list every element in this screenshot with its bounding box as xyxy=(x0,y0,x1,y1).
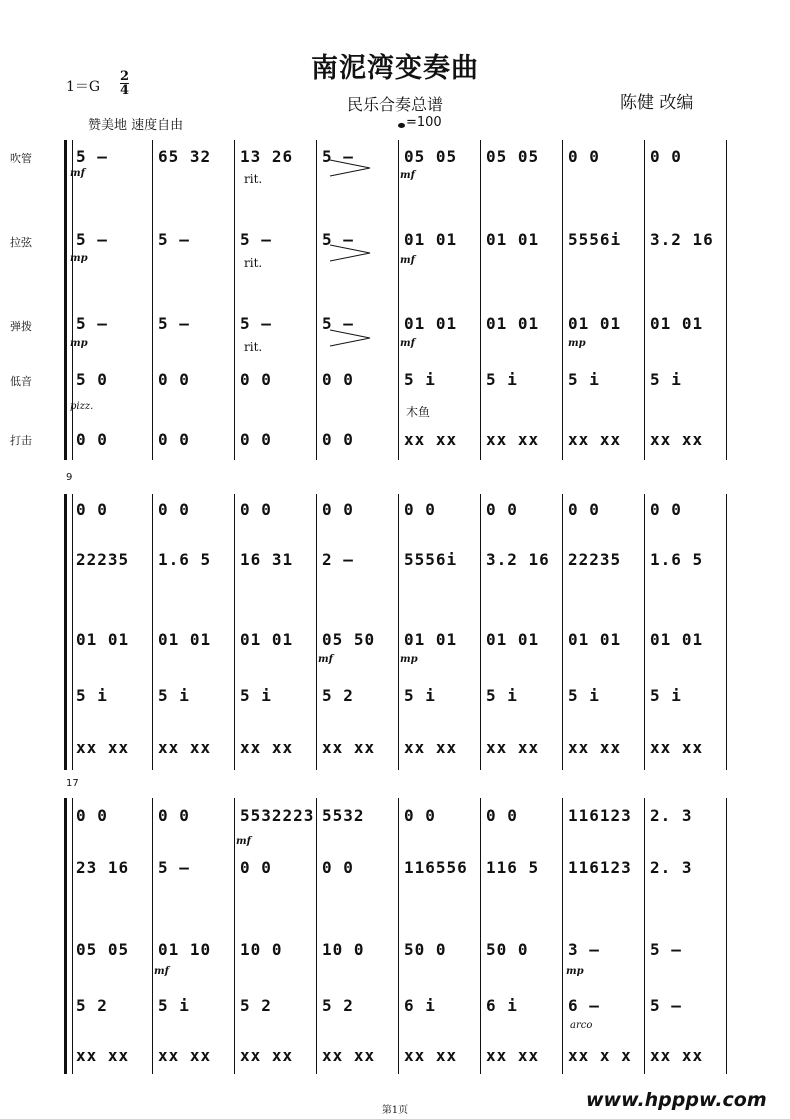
measure-cell: 2. 3 xyxy=(650,858,693,877)
metronome-value: =100 xyxy=(406,115,442,130)
measure-cell: 13 26 xyxy=(240,147,294,166)
time-signature-top: 2 xyxy=(120,69,130,84)
barline xyxy=(726,798,727,1074)
measure-cell: xx xx xyxy=(158,738,212,757)
instrument-label-percussion: 打击 xyxy=(10,434,32,447)
dynamic-mp: mp xyxy=(70,338,88,349)
measure-cell: 5556i xyxy=(568,230,622,249)
measure-cell: 22235 xyxy=(76,550,130,569)
woodblock-label: 木鱼 xyxy=(406,405,431,419)
dynamic-mf: mf xyxy=(236,836,251,847)
measure-cell: xx xx xyxy=(650,430,704,449)
page-number: 第1页 xyxy=(381,1105,409,1116)
dynamic-mp: mp xyxy=(400,654,418,665)
pizzicato-mark: pizz. xyxy=(70,401,94,412)
measure-cell: 5 – xyxy=(322,147,354,166)
measure-cell: xx xx xyxy=(76,1046,130,1065)
measure-cell: 05 05 xyxy=(486,147,540,166)
measure-cell: 0 0 xyxy=(404,806,436,825)
measure-cell: 2. 3 xyxy=(650,806,693,825)
dynamic-mf: mf xyxy=(70,168,85,179)
barline xyxy=(480,494,481,770)
measure-cell: 23 16 xyxy=(76,858,130,877)
measure-cell: 65 32 xyxy=(158,147,212,166)
measure-cell: 1.6 5 xyxy=(650,550,704,569)
measure-cell: xx xx xyxy=(486,430,540,449)
measure-cell: 5 – xyxy=(158,314,190,333)
measure-cell: xx xx xyxy=(650,738,704,757)
instrument-label-strings: 拉弦 xyxy=(10,236,32,249)
measure-cell: 5 – xyxy=(76,147,108,166)
measure-cell: xx xx xyxy=(158,1046,212,1065)
dynamic-mf: mf xyxy=(318,654,333,665)
measure-cell: 01 10 xyxy=(158,940,212,959)
measure-cell: 0 0 xyxy=(486,806,518,825)
measure-cell: 01 01 xyxy=(650,630,704,649)
measure-cell: 0 0 xyxy=(322,500,354,519)
measure-cell: 5 – xyxy=(240,230,272,249)
measure-cell: 22235 xyxy=(568,550,622,569)
measure-cell: 50 0 xyxy=(486,940,529,959)
measure-cell: 0 0 xyxy=(76,500,108,519)
measure-cell: 0 0 xyxy=(240,370,272,389)
barline xyxy=(726,140,727,460)
barline xyxy=(234,798,235,1074)
measure-cell: 01 01 xyxy=(486,630,540,649)
measure-cell: 01 01 xyxy=(486,230,540,249)
score-subtitle: 民乐合奏总谱 xyxy=(346,95,443,114)
measure-cell: 0 0 xyxy=(240,858,272,877)
measure-cell: 5 i xyxy=(76,686,108,705)
measure-cell: 5 2 xyxy=(322,686,354,705)
measure-cell: xx xx xyxy=(568,738,622,757)
measure-number-9: 9 xyxy=(66,472,73,483)
measure-cell: 0 0 xyxy=(240,430,272,449)
measure-cell: 0 0 xyxy=(158,806,190,825)
measure-cell: 5532 xyxy=(322,806,365,825)
system-bracket xyxy=(64,494,73,770)
instrument-label-bass: 低音 xyxy=(10,375,32,388)
measure-cell: 2 – xyxy=(322,550,354,569)
measure-cell: xx xx xyxy=(76,738,130,757)
measure-cell: 5 – xyxy=(650,996,682,1015)
barline xyxy=(562,140,563,460)
measure-cell: 0 0 xyxy=(322,858,354,877)
measure-cell: 116123 xyxy=(568,858,632,877)
measure-cell: 0 0 xyxy=(322,370,354,389)
measure-cell: 5 – xyxy=(76,314,108,333)
measure-cell: 5 i xyxy=(486,370,518,389)
measure-cell: 5 i xyxy=(404,686,436,705)
ritardando-mark: rit. xyxy=(244,340,263,354)
measure-cell: 16 31 xyxy=(240,550,294,569)
measure-cell: 1.6 5 xyxy=(158,550,212,569)
measure-cell: 01 01 xyxy=(240,630,294,649)
measure-cell: 5 – xyxy=(158,858,190,877)
measure-cell: 3.2 16 xyxy=(486,550,550,569)
measure-cell: 116556 xyxy=(404,858,468,877)
measure-cell: 01 01 xyxy=(486,314,540,333)
measure-cell: 05 50 xyxy=(322,630,376,649)
measure-cell: 01 01 xyxy=(76,630,130,649)
quarter-note-icon xyxy=(398,123,405,128)
measure-cell: 5 i xyxy=(158,996,190,1015)
barline xyxy=(562,494,563,770)
measure-cell: 0 0 xyxy=(486,500,518,519)
measure-cell: 0 0 xyxy=(650,500,682,519)
hairpin-marks xyxy=(330,150,380,360)
measure-cell: 5 i xyxy=(568,370,600,389)
dynamic-mf: mf xyxy=(400,255,415,266)
barline xyxy=(480,140,481,460)
measure-cell: 0 0 xyxy=(76,430,108,449)
barline xyxy=(234,494,235,770)
measure-cell: 5 2 xyxy=(322,996,354,1015)
measure-cell: 0 0 xyxy=(158,430,190,449)
measure-cell: 116 5 xyxy=(486,858,540,877)
barline xyxy=(316,140,317,460)
measure-cell: xx xx xyxy=(404,1046,458,1065)
barline xyxy=(398,140,399,460)
barline xyxy=(316,494,317,770)
measure-cell: 0 0 xyxy=(650,147,682,166)
tempo-marking: 赞美地 速度自由 xyxy=(88,118,184,133)
system-bracket xyxy=(64,798,73,1074)
barline xyxy=(398,798,399,1074)
measure-cell: 6 i xyxy=(486,996,518,1015)
measure-cell: 5 i xyxy=(240,686,272,705)
measure-cell: xx x x xyxy=(568,1046,632,1065)
measure-cell: 10 0 xyxy=(322,940,365,959)
barline xyxy=(316,798,317,1074)
barline xyxy=(480,798,481,1074)
measure-cell: xx xx xyxy=(486,738,540,757)
ritardando-mark: rit. xyxy=(244,256,263,270)
measure-cell: xx xx xyxy=(404,738,458,757)
measure-cell: 5 i xyxy=(650,686,682,705)
measure-cell: 10 0 xyxy=(240,940,283,959)
measure-cell: 5 i xyxy=(568,686,600,705)
measure-cell: 5 i xyxy=(486,686,518,705)
measure-cell: 0 0 xyxy=(76,806,108,825)
time-signature-bottom: 4 xyxy=(120,83,130,98)
measure-cell: 5 – xyxy=(76,230,108,249)
key-signature: 1＝G xyxy=(66,79,101,95)
measure-cell: 3.2 16 xyxy=(650,230,714,249)
barline xyxy=(152,798,153,1074)
measure-cell: 01 01 xyxy=(404,314,458,333)
dynamic-mp: mp xyxy=(566,966,584,977)
barline xyxy=(152,140,153,460)
measure-cell: 0 0 xyxy=(568,500,600,519)
measure-cell: 0 0 xyxy=(158,500,190,519)
ritardando-mark: rit. xyxy=(244,172,263,186)
measure-cell: 0 0 xyxy=(404,500,436,519)
measure-cell: 0 0 xyxy=(240,500,272,519)
measure-cell: 5556i xyxy=(404,550,458,569)
dynamic-mp: mp xyxy=(568,338,586,349)
measure-cell: 5 i xyxy=(650,370,682,389)
measure-cell: xx xx xyxy=(568,430,622,449)
arco-mark: arco xyxy=(570,1020,593,1031)
measure-cell: 01 01 xyxy=(404,630,458,649)
measure-cell: 05 05 xyxy=(404,147,458,166)
dynamic-mf: mf xyxy=(154,966,169,977)
measure-cell: 6 – xyxy=(568,996,600,1015)
measure-cell: xx xx xyxy=(322,738,376,757)
measure-cell: 05 05 xyxy=(76,940,130,959)
arranger-credit: 陈健 改编 xyxy=(620,93,694,113)
measure-cell: 01 01 xyxy=(568,630,622,649)
barline xyxy=(644,494,645,770)
measure-cell: 01 01 xyxy=(158,630,212,649)
measure-cell: 0 0 xyxy=(568,147,600,166)
measure-cell: 116123 xyxy=(568,806,632,825)
barline xyxy=(644,798,645,1074)
measure-cell: 5 i xyxy=(158,686,190,705)
measure-cell: 0 0 xyxy=(322,430,354,449)
measure-cell: 01 01 xyxy=(404,230,458,249)
measure-cell: xx xx xyxy=(404,430,458,449)
barline xyxy=(152,494,153,770)
dynamic-mf: mf xyxy=(400,170,415,181)
barline xyxy=(562,798,563,1074)
barline xyxy=(234,140,235,460)
measure-number-17: 17 xyxy=(66,778,79,789)
dynamic-mp: mp xyxy=(70,253,88,264)
measure-cell: 5532223 xyxy=(240,806,315,825)
measure-cell: 0 0 xyxy=(158,370,190,389)
measure-cell: 5 – xyxy=(322,314,354,333)
metronome-marking xyxy=(398,115,442,130)
measure-cell: 3 – xyxy=(568,940,600,959)
instrument-label-plucked: 弹拨 xyxy=(10,320,32,333)
measure-cell: 5 i xyxy=(404,370,436,389)
measure-cell: xx xx xyxy=(240,1046,294,1065)
barline xyxy=(726,494,727,770)
measure-cell: 5 0 xyxy=(76,370,108,389)
dynamic-mf: mf xyxy=(400,338,415,349)
measure-cell: 5 2 xyxy=(240,996,272,1015)
measure-cell: xx xx xyxy=(486,1046,540,1065)
barline xyxy=(398,494,399,770)
score-title: 南泥湾变奏曲 xyxy=(311,53,479,84)
watermark: www.hpppw.com xyxy=(586,1089,767,1111)
measure-cell: xx xx xyxy=(650,1046,704,1065)
instrument-label-winds: 吹管 xyxy=(10,152,32,165)
measure-cell: 5 – xyxy=(322,230,354,249)
measure-cell: xx xx xyxy=(322,1046,376,1065)
measure-cell: 01 01 xyxy=(568,314,622,333)
measure-cell: 01 01 xyxy=(650,314,704,333)
measure-cell: 50 0 xyxy=(404,940,447,959)
measure-cell: 5 – xyxy=(240,314,272,333)
barline xyxy=(644,140,645,460)
measure-cell: xx xx xyxy=(240,738,294,757)
measure-cell: 5 2 xyxy=(76,996,108,1015)
measure-cell: 6 i xyxy=(404,996,436,1015)
measure-cell: 5 – xyxy=(650,940,682,959)
system-bracket xyxy=(64,140,73,460)
measure-cell: 5 – xyxy=(158,230,190,249)
